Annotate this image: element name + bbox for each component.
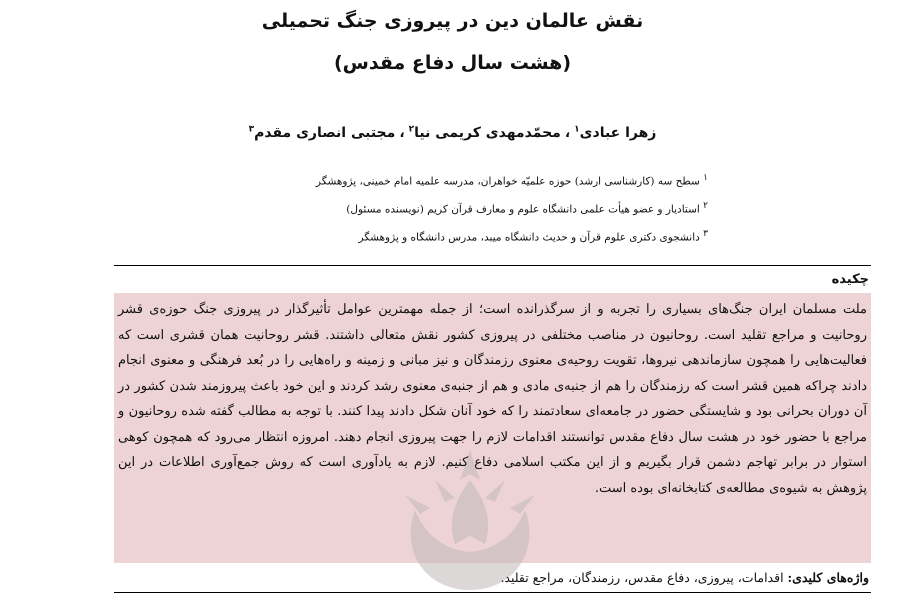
abstract-top-rule bbox=[114, 265, 871, 266]
author-affiliation-number: ۳ bbox=[248, 124, 255, 134]
affiliation-number: ۱ bbox=[703, 173, 708, 183]
affiliation-list bbox=[188, 166, 708, 250]
author-affiliation-number: ۱ bbox=[574, 124, 580, 134]
affiliation-number: ۳ bbox=[703, 229, 708, 239]
affiliation-text: سطح سه (کارشناسی ارشد) حوزه علمیّه خواهران، مدرسه علمیه امام خمینی، پژوهشگر bbox=[315, 175, 700, 188]
author-separator: ، bbox=[564, 124, 571, 141]
abstract-text: ملت مسلمان ایران جنگ‌های بسیاری را تجربه و از سرگذرانده است؛ از جمله مهمترین عوامل تأثیرگذار در پیروزی جنگ حوزه‌ی قشر روحانیت و مراجع تقلید است. روحانیون در مناصب مختلفی در پیروزی کشور نقش متعالی داشتند. قشر روحانیت همان قشری است که فعالیت‌هایی را همچون سازماندهی نیروها، تقویت روحیه‌ی معنوی رزمندگان و نیز مبانی و زمینه و راه‌هایی را در بُعد فرهنگی و معنوی انجام دادند چراکه همین قشر است که رزمندگان را هم از جنبه‌ی مادی و هم از جنبه‌ی معنوی رشد کردند و این خود باعث پیروزمند شدن کشور در آن دوران بحرانی بود و شایستگی حضور در جامعه‌ای سعادتمند را که خود آنان شکل دادند پیدا کنند. با توجه به مطالب گفته شده روحانیون و مراجع با حضور خود در هشت سال دفاع مقدس توانستند اقدامات لازم را جهت پیروزی انجام دهند. امروزه انتظار می‌رود که همچون کوهی استوار در برابر تهاجم دشمن قرار بگیریم و از این مکتب اسلامی دفاع کنیم. لازم به یادآوری است که روش جمع‌آوری اطلاعات در این پژوهش به شیوه‌ی مطالعه‌ی کتابخانه‌ای بوده است. bbox=[118, 302, 867, 496]
affiliation-line bbox=[188, 194, 708, 222]
author-list bbox=[0, 119, 905, 143]
affiliation-number: ۲ bbox=[703, 201, 708, 211]
author-name-text: زهرا عبادی bbox=[579, 124, 657, 141]
author-name bbox=[249, 125, 396, 141]
abstract-heading: چکیده bbox=[831, 272, 869, 287]
author-name bbox=[574, 125, 656, 141]
affiliation-text: دانشجوی دکتری علوم قرآن و حدیث دانشگاه میبد، مدرس دانشگاه و پژوهشگر bbox=[358, 231, 700, 244]
author-separator: ، bbox=[399, 124, 405, 141]
paper-subtitle: (هشت سال دفاع مقدس) bbox=[333, 52, 572, 74]
author-name-text: محمّدمهدی کریمی نیا bbox=[414, 124, 561, 141]
affiliation-line bbox=[188, 166, 708, 194]
keywords-text: اقدامات، پیروزی، دفاع مقدس، رزمندگان، مراجع تقلید. bbox=[500, 570, 784, 585]
author-affiliation-number: ۲ bbox=[408, 124, 415, 134]
author-name bbox=[409, 125, 561, 141]
author-name-text: مجتبی انصاری مقدم bbox=[254, 124, 396, 141]
affiliation-text: استادیار و عضو هیأت علمی دانشگاه علوم و معارف قرآن کریم (نویسنده مسئول) bbox=[346, 203, 700, 216]
paper-title: نقش عالمان دین در پیروزی جنگ تحمیلی bbox=[261, 10, 644, 32]
keywords-label: واژه‌های کلیدی: bbox=[787, 570, 869, 585]
keywords-line bbox=[120, 568, 869, 588]
abstract-bottom-rule bbox=[114, 592, 871, 593]
affiliation-line bbox=[188, 222, 708, 250]
